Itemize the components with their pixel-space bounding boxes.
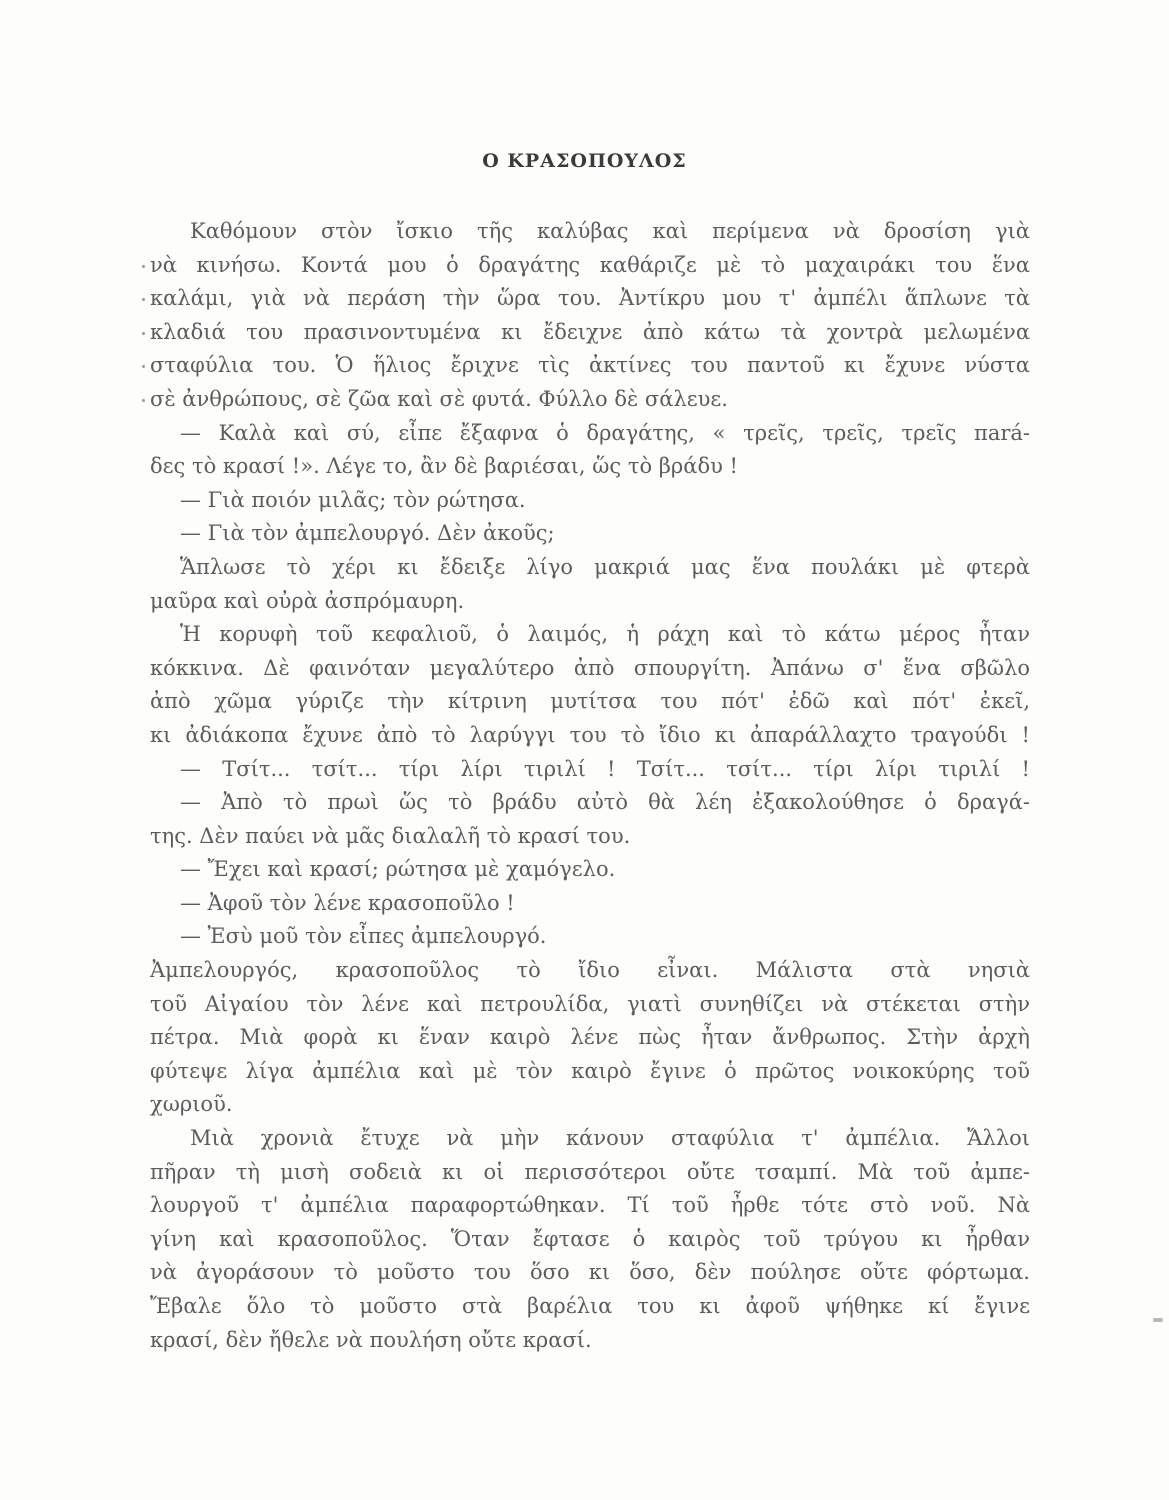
page-title: Ο ΚΡΑΣΟΠΟΥΛΟΣ [482, 150, 687, 172]
text-line: Ἡ κορυφὴ τοῦ κεφαλιοῦ, ὁ λαιμός, ἡ ράχη καὶ τὸ κάτω μέρος ἦταν [180, 622, 1030, 647]
text-line: γίνη καὶ κρασοποῦλος. Ὅταν ἔφτασε ὁ καιρὸς τοῦ τρύγου κι ἦρθαν [150, 1226, 1030, 1251]
text-line: Καθόμουν στὸν ἴσκιο τῆς καλύβας καὶ περίμενα νὰ δροσίση γιὰ [190, 219, 1030, 243]
text-line: λουργοῦ τ' ἀμπέλια παραφορτώθηκαν. Τί τοῦ ἦρθε τότε στὸ νοῦ. Νὰ [150, 1193, 1030, 1218]
text-line: νὰ ἀγοράσουν τὸ μοῦστο του ὅσο κι ὅσο, δὲν πούλησε οὔτε φόρτωμα. [150, 1260, 1030, 1285]
scan-speck [1153, 1318, 1163, 1322]
text-line: — Τσίτ... τσίτ... τίρι λίρι τιριλί ! Τσίτ... τσίτ... τίρι λίρι τιριλί ! [180, 756, 1030, 781]
text-line: — Ἀφοῦ τὸν λένε κρασοποῦλο ! [180, 890, 515, 915]
text-line: πέτρα. Μιὰ φορὰ κι ἕναν καιρὸ λένε πὼς ἦταν ἄνθρωπος. Στὴν ἀρχὴ [150, 1025, 1030, 1050]
text-line: χωριοῦ. [150, 1092, 233, 1117]
text-line: καλάμι, γιὰ νὰ περάση τὴν ὥρα του. Ἀντίκρυ μου τ' ἀμπέλι ἅπλωνε τὰ [150, 286, 1030, 311]
text-line: μαῦρα καὶ οὐρὰ ἀσπρόμαυρη. [150, 588, 465, 613]
text-line: κλαδιά του πρασινοντυμένα κι ἔδειχνε ἀπὸ κάτω τὰ χοντρὰ μελωμένα [150, 319, 1030, 344]
text-line: φύτεψε λίγα ἀμπέλια καὶ μὲ τὸν καιρὸ ἔγινε ὁ πρῶτος νοικοκύρης τοῦ [150, 1058, 1030, 1083]
text-line: κι ἀδιάκοπα ἔχυνε ἀπὸ τὸ λαρύγγι του τὸ ἴδιο κι ἀπαράλλαχτο τραγούδι ! [150, 722, 1030, 747]
text-line: — Ἀπὸ τὸ πρωὶ ὥς τὸ βράδυ αὐτὸ θὰ λέη ἐξακολούθησε ὁ δραγά- [180, 790, 1030, 815]
text-line: — Γιὰ ποιόν μιλᾶς; τὸν ρώτησα. [180, 487, 526, 512]
text-line: — Ἐσὺ μοῦ τὸν εἶπες ἀμπελουργό. [180, 924, 547, 949]
text-line: σὲ ἀνθρώπους, σὲ ζῶα καὶ σὲ φυτά. Φύλλο δὲ σάλευε. [150, 386, 728, 411]
text-line: της. Δὲν παύει νὰ μᾶς διαλαλῆ τὸ κρασί του. [150, 823, 631, 848]
text-line: τοῦ Αἰγαίου τὸν λένε καὶ πετρουλίδα, γιατὶ συνηθίζει νὰ στέκεται στὴν [150, 991, 1030, 1016]
margin-marks [138, 215, 148, 417]
text-line: κρασί, δὲν ἤθελε νὰ πουλήση οὔτε κρασί. [150, 1327, 592, 1352]
text-line: Ἀμπελουργός, κρασοποῦλος τὸ ἴδιο εἶναι. Μάλιστα στὰ νησιὰ [150, 958, 1030, 983]
text-line: Ἔβαλε ὅλο τὸ μοῦστο στὰ βαρέλια του κι ἀφοῦ ψήθηκε κί ἔγινε [150, 1294, 1030, 1318]
text-line: σταφύλια του. Ὁ ἥλιος ἔριχνε τὶς ἀκτίνες του παντοῦ κι ἔχυνε νύστα [150, 353, 1030, 378]
text-line: ἀπὸ χῶμα γύριζε τὴν κίτρινη μυτίτσα του πότ' ἐδῶ καὶ πότ' ἐκεῖ, [150, 689, 1030, 714]
text-line: Μιὰ χρονιὰ ἔτυχε νὰ μὴν κάνουν σταφύλια τ' ἀμπέλια. Ἄλλοι [190, 1126, 1030, 1151]
text-line: κόκκινα. Δὲ φαινόταν μεγαλύτερο ἀπὸ σπουργίτη. Ἀπάνω σ' ἕνα σβῶλο [150, 655, 1030, 680]
text-line: Ἅπλωσε τὸ χέρι κι ἔδειξε λίγο μακριά μας ἕνα πουλάκι μὲ φτερὰ [180, 554, 1030, 579]
text-line: — Ἔχει καὶ κρασί; ρώτησα μὲ χαμόγελο. [180, 857, 616, 882]
margin-mark [138, 316, 148, 350]
text-line: νὰ κινήσω. Κοντά μου ὁ δραγάτης καθάριζε μὲ τὸ μαχαιράκι του ἕνα [150, 252, 1030, 277]
margin-mark [138, 349, 148, 383]
margin-mark [138, 383, 148, 417]
body-text [150, 215, 1030, 1357]
text-line: — Γιὰ τὸν ἀμπελουργό. Δὲν ἀκοῦς; [180, 521, 555, 546]
text-line: — Καλὰ καὶ σύ, εἶπε ἔξαφνα ὁ δραγάτης, « τρεῖς, τρεῖς, τρεῖς πará- [180, 420, 1030, 445]
margin-mark [138, 282, 148, 316]
text-line: πῆραν τὴ μισὴ σοδειὰ κι οἱ περισσότεροι οὔτε τσαμπί. Μὰ τοῦ ἀμπε- [150, 1159, 1030, 1184]
text-line: δες τὸ κρασί !». Λέγε το, ἂν δὲ βαριέσαι, ὥς τὸ βράδυ ! [150, 454, 738, 479]
margin-mark [138, 249, 148, 283]
